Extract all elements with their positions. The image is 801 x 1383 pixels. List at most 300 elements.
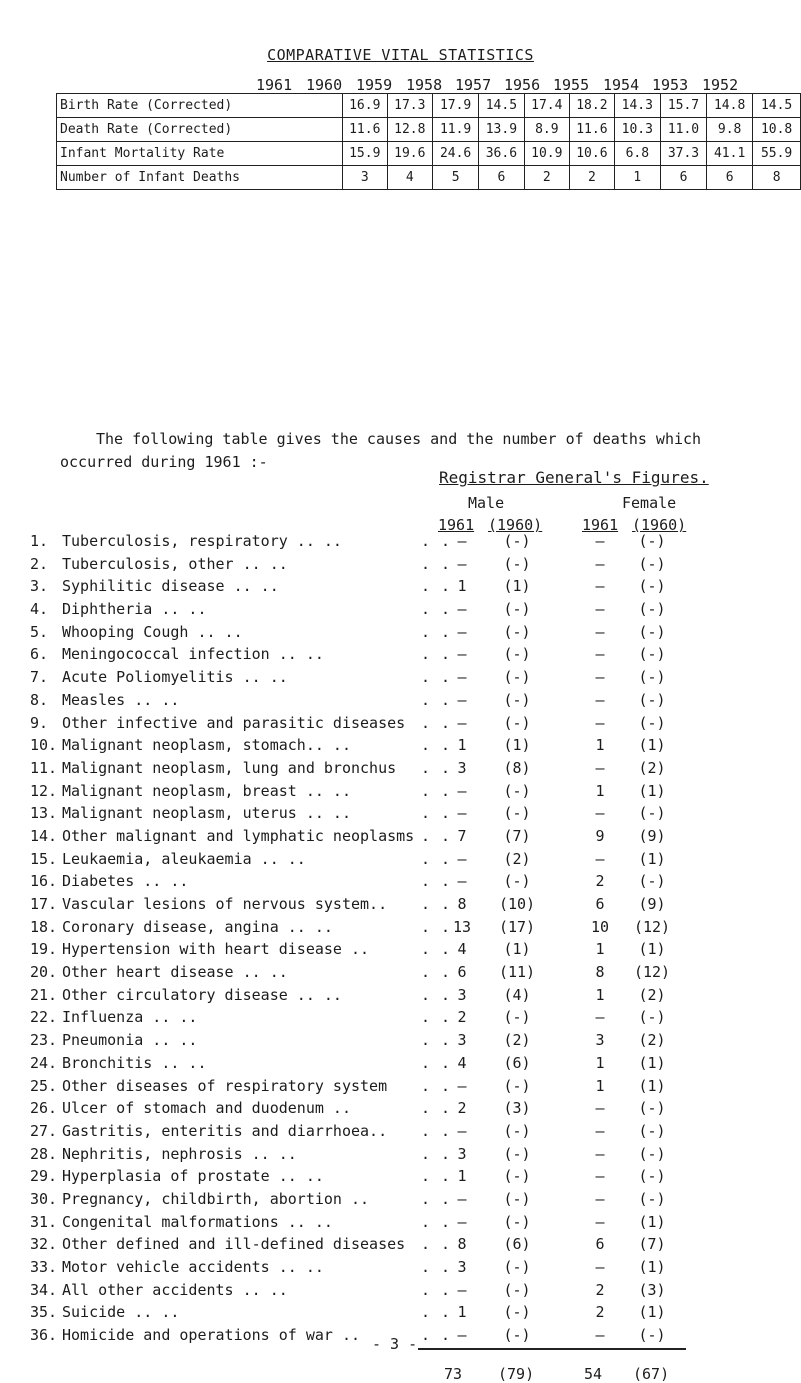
female-1961-count: – <box>595 1008 605 1027</box>
leader-dots: . . <box>421 1189 452 1208</box>
leader-dots: . . <box>421 826 452 845</box>
male-1960-count: (-) <box>503 1280 531 1299</box>
male-1960-count: (-) <box>503 1326 531 1345</box>
male-1961-count: 6 <box>457 963 467 982</box>
female-1961-count: – <box>595 1326 605 1345</box>
cause-row <box>0 645 801 668</box>
female-1960-count: (2) <box>638 1031 666 1050</box>
female-1960-count: (12) <box>633 963 671 982</box>
stat-label: Number of Infant Deaths <box>57 166 343 190</box>
stat-value: 11.6 <box>342 118 387 142</box>
cause-name: Ulcer of stomach and duodenum .. <box>62 1099 351 1118</box>
cause-number: 31. <box>30 1212 58 1231</box>
male-1960-count: (3) <box>503 1099 531 1118</box>
female-1960-count: (-) <box>638 1326 666 1345</box>
male-1961-count: – <box>457 1326 467 1345</box>
female-1961-count: – <box>595 713 605 732</box>
stat-value: 12.8 <box>387 118 432 142</box>
male-1960-count: (-) <box>503 1258 531 1276</box>
total-male-1960: (79) <box>498 1365 535 1383</box>
female-1960-count: (9) <box>638 826 666 845</box>
cause-name: Coronary disease, angina .. .. <box>62 917 333 936</box>
cause-row <box>0 1235 801 1258</box>
stat-value: 15.7 <box>660 94 706 118</box>
leader-dots: . . <box>421 554 452 573</box>
cause-row <box>0 1145 801 1168</box>
male-1960-count: (-) <box>503 1008 531 1027</box>
cause-name: All other accidents .. .. <box>62 1280 288 1299</box>
stat-value: 24.6 <box>433 142 479 166</box>
male-1961-count: – <box>457 554 467 573</box>
male-1960-count: (-) <box>503 532 531 550</box>
female-1961-count: 2 <box>595 1280 605 1299</box>
stat-value: 37.3 <box>660 142 706 166</box>
male-1961-count: 4 <box>457 940 467 959</box>
registrar-heading: Registrar General's Figures. <box>439 468 709 487</box>
cause-name: Diabetes .. .. <box>62 872 189 891</box>
cause-number: 27. <box>30 1121 58 1140</box>
leader-dots: . . <box>421 690 452 709</box>
female-1961-count: 10 <box>590 917 610 936</box>
female-1960-heading: (1960) <box>632 516 687 534</box>
female-1960-count: (-) <box>638 532 666 550</box>
female-1960-count: (3) <box>638 1280 666 1299</box>
intro-text-line1: The following table gives the causes and the number of deaths which <box>96 430 702 448</box>
comparative-statistics-table <box>56 93 801 190</box>
male-1960-count: (-) <box>503 1212 531 1231</box>
stat-value: 2 <box>524 166 569 190</box>
cause-name: Tuberculosis, respiratory .. .. <box>62 532 342 550</box>
cause-number: 11. <box>30 758 58 777</box>
cause-row <box>0 1008 801 1031</box>
cause-number: 23. <box>30 1031 58 1050</box>
female-1961-heading: 1961 <box>582 516 619 534</box>
stat-value: 17.9 <box>433 94 479 118</box>
cause-row <box>0 555 801 578</box>
cause-number: 12. <box>30 781 58 800</box>
cause-number: 34. <box>30 1280 58 1299</box>
male-1961-count: 3 <box>457 1144 467 1163</box>
male-1960-count: (-) <box>503 1076 531 1095</box>
male-1960-count: (6) <box>503 1053 531 1072</box>
male-1960-count: (-) <box>503 781 531 800</box>
cause-row <box>0 532 801 555</box>
stat-value: 9.8 <box>707 118 753 142</box>
cause-name: Other infective and parasitic diseases <box>62 713 406 732</box>
cause-row <box>0 782 801 805</box>
cause-name: Meningococcal infection .. .. <box>62 645 324 664</box>
cause-number: 13. <box>30 804 58 823</box>
stat-value: 6 <box>707 166 753 190</box>
male-1961-count: – <box>457 600 467 619</box>
cause-number: 17. <box>30 895 58 913</box>
leader-dots: . . <box>421 622 452 641</box>
cause-number: 35. <box>30 1303 58 1322</box>
female-1961-count: – <box>595 622 605 641</box>
year-label: 1952 <box>702 76 739 94</box>
leader-dots: . . <box>421 1303 452 1322</box>
female-1960-count: (9) <box>638 895 666 913</box>
male-1960-count: (-) <box>503 645 531 664</box>
cause-row <box>0 1258 801 1281</box>
cause-row <box>0 827 801 850</box>
male-1960-count: (-) <box>503 622 531 641</box>
year-label: 1958 <box>406 76 443 94</box>
cause-number: 3. <box>30 577 49 596</box>
male-1960-count: (-) <box>503 1121 531 1140</box>
cause-row <box>0 1213 801 1236</box>
cause-row <box>0 1303 801 1326</box>
cause-row <box>0 577 801 600</box>
stat-label: Infant Mortality Rate <box>57 142 343 166</box>
cause-number: 5. <box>30 622 49 641</box>
female-1961-count: 2 <box>595 1303 605 1322</box>
female-1961-count: 6 <box>595 1235 605 1254</box>
female-1961-count: – <box>595 668 605 687</box>
cause-number: 20. <box>30 963 58 982</box>
total-male-1961: 73 <box>444 1365 463 1383</box>
total-female-1961: 54 <box>584 1365 603 1383</box>
female-1961-count: – <box>595 1099 605 1118</box>
cause-name: Suicide .. .. <box>62 1303 180 1322</box>
year-label: 1954 <box>603 76 640 94</box>
page-number: - 3 - <box>372 1335 418 1353</box>
leader-dots: . . <box>421 1076 452 1095</box>
stat-value: 10.8 <box>753 118 801 142</box>
male-1960-count: (10) <box>498 895 536 913</box>
cause-row <box>0 1122 801 1145</box>
cause-row <box>0 1190 801 1213</box>
stat-value: 4 <box>387 166 432 190</box>
cause-row <box>0 1054 801 1077</box>
female-1960-count: (7) <box>638 1235 666 1254</box>
male-1960-count: (2) <box>503 1031 531 1050</box>
total-female-1960: (67) <box>633 1365 670 1383</box>
male-1961-count: – <box>457 622 467 641</box>
male-1961-count: 2 <box>457 1008 467 1027</box>
leader-dots: . . <box>421 645 452 664</box>
male-1961-count: 8 <box>457 1235 467 1254</box>
female-1960-count: (1) <box>638 1212 666 1231</box>
cause-number: 30. <box>30 1189 58 1208</box>
cause-row <box>0 940 801 963</box>
leader-dots: . . <box>421 1167 452 1186</box>
male-1961-count: 3 <box>457 1258 467 1276</box>
cause-name: Leukaemia, aleukaemia .. .. <box>62 849 306 868</box>
male-heading: Male <box>468 494 505 512</box>
female-1960-count: (1) <box>638 1076 666 1095</box>
female-1960-count: (1) <box>638 736 666 755</box>
male-1961-count: 3 <box>457 985 467 1004</box>
cause-number: 1. <box>30 532 49 550</box>
cause-name: Motor vehicle accidents .. .. <box>62 1258 324 1276</box>
leader-dots: . . <box>421 1235 452 1254</box>
female-1960-count: (-) <box>638 1167 666 1186</box>
stat-value: 10.9 <box>524 142 569 166</box>
cause-number: 10. <box>30 736 58 755</box>
leader-dots: . . <box>421 963 452 982</box>
female-1960-count: (-) <box>638 577 666 596</box>
cause-name: Pneumonia .. .. <box>62 1031 198 1050</box>
female-1961-count: – <box>595 1258 605 1276</box>
male-1961-count: – <box>457 849 467 868</box>
leader-dots: . . <box>421 1212 452 1231</box>
stat-value: 13.9 <box>479 118 524 142</box>
cause-row <box>0 986 801 1009</box>
female-1960-count: (-) <box>638 1189 666 1208</box>
male-1961-count: 3 <box>457 758 467 777</box>
stat-value: 11.0 <box>660 118 706 142</box>
stat-row <box>57 166 801 190</box>
female-1961-count: 8 <box>595 963 605 982</box>
stat-value: 6 <box>479 166 524 190</box>
cause-name: Gastritis, enteritis and diarrhoea.. <box>62 1121 388 1140</box>
male-1961-count: 8 <box>457 895 467 913</box>
female-1960-count: (2) <box>638 985 666 1004</box>
female-1960-count: (-) <box>638 600 666 619</box>
leader-dots: . . <box>421 781 452 800</box>
cause-row <box>0 1281 801 1304</box>
stat-value: 14.5 <box>479 94 524 118</box>
stat-value: 1 <box>614 166 660 190</box>
cause-name: Other diseases of respiratory system <box>62 1076 388 1095</box>
stat-value: 41.1 <box>707 142 753 166</box>
leader-dots: . . <box>421 940 452 959</box>
year-label: 1961 <box>256 76 293 94</box>
stat-value: 6 <box>660 166 706 190</box>
cause-number: 24. <box>30 1053 58 1072</box>
male-1960-count: (-) <box>503 554 531 573</box>
female-1960-count: (-) <box>638 1008 666 1027</box>
cause-number: 32. <box>30 1235 58 1254</box>
cause-row <box>0 963 801 986</box>
male-1960-heading: (1960) <box>488 516 543 534</box>
male-1960-count: (-) <box>503 690 531 709</box>
male-1961-count: – <box>457 1076 467 1095</box>
stat-value: 5 <box>433 166 479 190</box>
male-1960-count: (-) <box>503 804 531 823</box>
year-label: 1956 <box>504 76 541 94</box>
female-1960-count: (1) <box>638 1053 666 1072</box>
stat-value: 14.3 <box>614 94 660 118</box>
leader-dots: . . <box>421 758 452 777</box>
stat-value: 17.4 <box>524 94 569 118</box>
male-1961-count: 1 <box>457 1167 467 1186</box>
female-1961-count: 1 <box>595 940 605 959</box>
causes-of-death-table <box>0 532 801 1349</box>
male-1960-count: (-) <box>503 1144 531 1163</box>
leader-dots: . . <box>421 1099 452 1118</box>
cause-name: Malignant neoplasm, breast .. .. <box>62 781 351 800</box>
female-1961-count: – <box>595 1212 605 1231</box>
cause-name: Whooping Cough .. .. <box>62 622 243 641</box>
stat-value: 8.9 <box>524 118 569 142</box>
stat-label: Birth Rate (Corrected) <box>57 94 343 118</box>
cause-name: Homicide and operations of war .. <box>62 1326 361 1345</box>
cause-name: Measles .. .. <box>62 690 180 709</box>
male-1961-count: – <box>457 781 467 800</box>
female-1960-count: (-) <box>638 1144 666 1163</box>
cause-name: Bronchitis .. .. <box>62 1053 207 1072</box>
male-1960-count: (8) <box>503 758 531 777</box>
male-1961-count: – <box>457 1121 467 1140</box>
male-1961-count: – <box>457 645 467 664</box>
female-1961-count: – <box>595 690 605 709</box>
leader-dots: . . <box>421 849 452 868</box>
male-1961-count: 1 <box>457 1303 467 1322</box>
male-1960-count: (-) <box>503 713 531 732</box>
cause-number: 18. <box>30 917 58 936</box>
cause-name: Hypertension with heart disease .. <box>62 940 370 959</box>
female-1960-count: (-) <box>638 1099 666 1118</box>
stat-value: 3 <box>342 166 387 190</box>
male-1961-count: – <box>457 668 467 687</box>
male-1960-count: (6) <box>503 1235 531 1254</box>
male-1960-count: (-) <box>503 1189 531 1208</box>
year-label: 1960 <box>306 76 343 94</box>
stat-label: Death Rate (Corrected) <box>57 118 343 142</box>
cause-number: 26. <box>30 1099 58 1118</box>
female-1961-count: – <box>595 577 605 596</box>
stat-value: 14.5 <box>753 94 801 118</box>
cause-row <box>0 714 801 737</box>
cause-name: Syphilitic disease .. .. <box>62 577 279 596</box>
cause-name: Malignant neoplasm, uterus .. .. <box>62 804 351 823</box>
female-1961-count: – <box>595 532 605 550</box>
male-1961-count: 2 <box>457 1099 467 1118</box>
male-1961-count: 13 <box>452 917 472 936</box>
male-1960-count: (-) <box>503 1167 531 1186</box>
male-1960-count: (-) <box>503 872 531 891</box>
male-1961-count: 1 <box>457 736 467 755</box>
stat-value: 11.6 <box>570 118 615 142</box>
female-1960-count: (2) <box>638 758 666 777</box>
male-1960-count: (1) <box>503 736 531 755</box>
female-1960-count: (1) <box>638 940 666 959</box>
male-1961-count: – <box>457 872 467 891</box>
cause-row <box>0 918 801 941</box>
year-label: 1959 <box>356 76 393 94</box>
female-1960-count: (-) <box>638 1121 666 1140</box>
cause-name: Tuberculosis, other .. .. <box>62 554 288 573</box>
stat-value: 14.8 <box>707 94 753 118</box>
cause-name: Malignant neoplasm, stomach.. .. <box>62 736 351 755</box>
female-heading: Female <box>622 494 677 512</box>
cause-row <box>0 668 801 691</box>
cause-number: 36. <box>30 1326 58 1345</box>
leader-dots: . . <box>421 713 452 732</box>
female-1960-count: (-) <box>638 554 666 573</box>
stat-row <box>57 94 801 118</box>
cause-number: 7. <box>30 668 49 687</box>
female-1961-count: – <box>595 645 605 664</box>
female-1961-count: 2 <box>595 872 605 891</box>
male-1961-count: 3 <box>457 1031 467 1050</box>
male-1960-count: (7) <box>503 826 531 845</box>
male-1961-heading: 1961 <box>438 516 475 534</box>
female-1960-count: (-) <box>638 622 666 641</box>
female-1961-count: – <box>595 1189 605 1208</box>
male-1961-count: – <box>457 1280 467 1299</box>
year-label: 1953 <box>652 76 689 94</box>
female-1961-count: 1 <box>595 736 605 755</box>
male-1960-count: (2) <box>503 849 531 868</box>
cause-row <box>0 759 801 782</box>
cause-row <box>0 600 801 623</box>
female-1960-count: (1) <box>638 849 666 868</box>
leader-dots: . . <box>421 985 452 1004</box>
cause-number: 21. <box>30 985 58 1004</box>
cause-number: 29. <box>30 1167 58 1186</box>
cause-number: 33. <box>30 1258 58 1276</box>
stat-value: 17.3 <box>387 94 432 118</box>
male-1960-count: (1) <box>503 940 531 959</box>
female-1961-count: 3 <box>595 1031 605 1050</box>
stat-value: 19.6 <box>387 142 432 166</box>
female-1960-count: (-) <box>638 804 666 823</box>
stat-value: 6.8 <box>614 142 660 166</box>
cause-number: 16. <box>30 872 58 891</box>
female-1961-count: 1 <box>595 781 605 800</box>
female-1960-count: (12) <box>633 917 671 936</box>
male-1960-count: (-) <box>503 1303 531 1322</box>
female-1961-count: 6 <box>595 895 605 913</box>
leader-dots: . . <box>421 804 452 823</box>
female-1961-count: 1 <box>595 985 605 1004</box>
stat-value: 15.9 <box>342 142 387 166</box>
female-1961-count: – <box>595 1121 605 1140</box>
male-1960-count: (17) <box>498 917 536 936</box>
male-1961-count: – <box>457 690 467 709</box>
stat-value: 55.9 <box>753 142 801 166</box>
male-1961-count: 4 <box>457 1053 467 1072</box>
year-label: 1955 <box>553 76 590 94</box>
year-label: 1957 <box>455 76 492 94</box>
cause-row <box>0 804 801 827</box>
cause-row <box>0 895 801 918</box>
leader-dots: . . <box>421 1144 452 1163</box>
stat-row <box>57 118 801 142</box>
cause-row <box>0 1077 801 1100</box>
female-1961-count: – <box>595 1144 605 1163</box>
cause-row <box>0 1031 801 1054</box>
cause-number: 6. <box>30 645 49 664</box>
male-1960-count: (11) <box>498 963 536 982</box>
female-1961-count: – <box>595 600 605 619</box>
leader-dots: . . <box>421 917 452 936</box>
totals-divider <box>418 1348 686 1350</box>
stat-value: 36.6 <box>479 142 524 166</box>
stat-value: 16.9 <box>342 94 387 118</box>
male-1960-count: (1) <box>503 577 531 596</box>
cause-name: Congenital malformations .. .. <box>62 1212 333 1231</box>
stat-value: 10.3 <box>614 118 660 142</box>
cause-row <box>0 1167 801 1190</box>
male-1961-count: 7 <box>457 826 467 845</box>
female-1961-count: – <box>595 758 605 777</box>
female-1960-count: (1) <box>638 781 666 800</box>
female-1961-count: – <box>595 804 605 823</box>
leader-dots: . . <box>421 1258 452 1276</box>
leader-dots: . . <box>421 1031 452 1050</box>
cause-row <box>0 691 801 714</box>
female-1960-count: (-) <box>638 645 666 664</box>
female-1960-count: (-) <box>638 713 666 732</box>
cause-number: 9. <box>30 713 49 732</box>
female-1960-count: (-) <box>638 690 666 709</box>
female-1961-count: – <box>595 554 605 573</box>
cause-name: Malignant neoplasm, lung and bronchus <box>62 758 397 777</box>
